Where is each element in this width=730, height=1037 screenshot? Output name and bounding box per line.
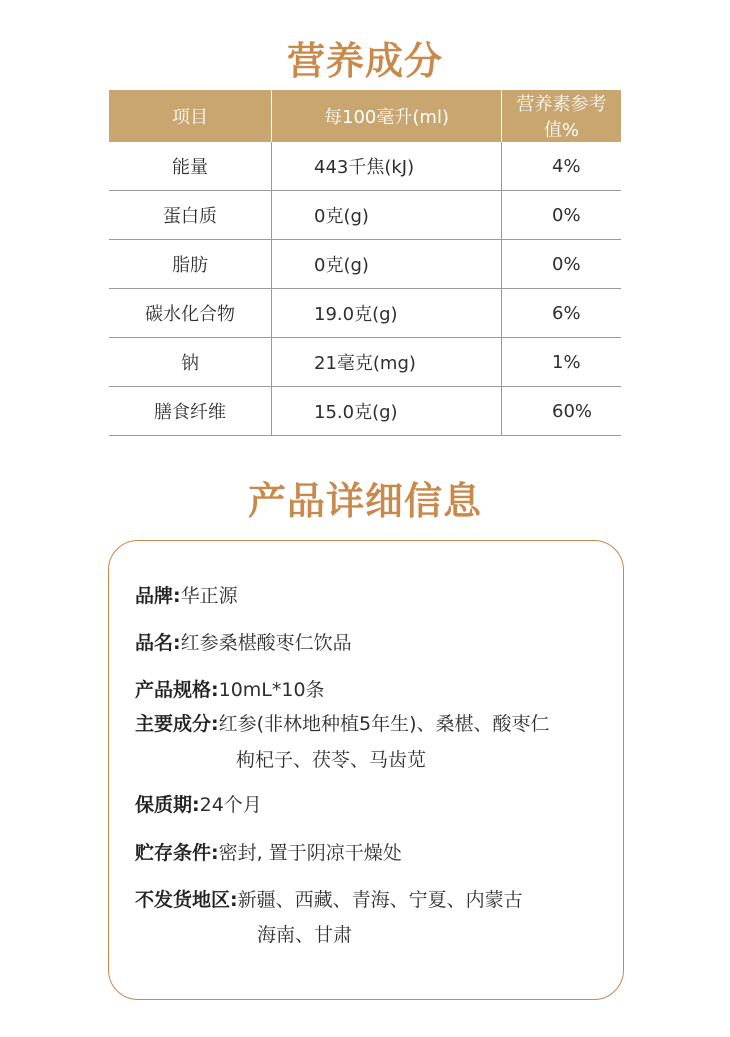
- nutrition-title: 营养成分: [286, 39, 443, 83]
- table-row: [109, 387, 621, 436]
- shelf-life-value: 24个月: [199, 794, 262, 816]
- nutrient-nrv: 0%: [502, 191, 622, 240]
- table-row: [109, 142, 621, 191]
- brand-value: 华正源: [180, 585, 238, 607]
- ingredients-value: 红参(非林地种植5年生)、桑椹、酸枣仁: [218, 713, 550, 735]
- table-row: [109, 240, 621, 289]
- nutrient-nrv: 4%: [502, 142, 622, 191]
- storage-row: [135, 836, 402, 870]
- nutrient-amount: 15.0克(g): [272, 387, 502, 436]
- table-row: [109, 338, 621, 387]
- no-ship-value-continued: 海南、甘肃: [257, 924, 353, 946]
- nutrient-amount: 21毫克(mg): [272, 338, 502, 387]
- ingredients-value-continued: 枸杞子、茯苓、马齿苋: [236, 749, 427, 771]
- shelf-life-row: [135, 788, 262, 822]
- product-name-label: 品名:: [135, 632, 181, 654]
- nutrient-name: 钠: [109, 338, 272, 387]
- spec-label: 产品规格:: [135, 679, 219, 701]
- shelf-life-label: 保质期:: [135, 794, 200, 816]
- details-title: 产品详细信息: [247, 479, 482, 523]
- column-header-per100ml: 每100毫升(ml): [272, 90, 502, 142]
- ingredients-label: 主要成分:: [135, 713, 219, 735]
- brand-label: 品牌:: [135, 585, 181, 607]
- nutrient-nrv: 1%: [502, 338, 622, 387]
- nutrient-nrv: 6%: [502, 289, 622, 338]
- nutrition-table: [109, 90, 621, 436]
- nutrient-nrv: 60%: [502, 387, 622, 436]
- nutrient-amount: 0克(g): [272, 240, 502, 289]
- no-ship-label: 不发货地区:: [135, 889, 238, 911]
- spec-value: 10mL*10条: [218, 679, 325, 701]
- table-row: [109, 191, 621, 240]
- nutrient-name: 碳水化合物: [109, 289, 272, 338]
- ingredients-row: [135, 707, 550, 741]
- table-row: [109, 289, 621, 338]
- storage-label: 贮存条件:: [135, 842, 219, 864]
- column-header-item: 项目: [109, 90, 272, 142]
- nutrient-amount: 19.0克(g): [272, 289, 502, 338]
- product-name-row: [135, 626, 352, 660]
- product-name-value: 红参桑椹酸枣仁饮品: [180, 632, 352, 654]
- brand-row: [135, 579, 238, 613]
- column-header-nrv: 营养素参考值%: [502, 90, 622, 142]
- nutrient-name: 脂肪: [109, 240, 272, 289]
- nutrient-name: 能量: [109, 142, 272, 191]
- nutrient-name: 蛋白质: [109, 191, 272, 240]
- spec-row: [135, 673, 325, 707]
- no-ship-value: 新疆、西藏、青海、宁夏、内蒙古: [237, 889, 523, 911]
- storage-value: 密封, 置于阴凉干燥处: [218, 842, 402, 864]
- nutrient-name: 膳食纤维: [109, 387, 272, 436]
- nutrient-nrv: 0%: [502, 240, 622, 289]
- table-header-row: [109, 90, 621, 142]
- nutrient-amount: 443千焦(kJ): [272, 142, 502, 191]
- nutrient-amount: 0克(g): [272, 191, 502, 240]
- no-ship-row: [135, 883, 523, 917]
